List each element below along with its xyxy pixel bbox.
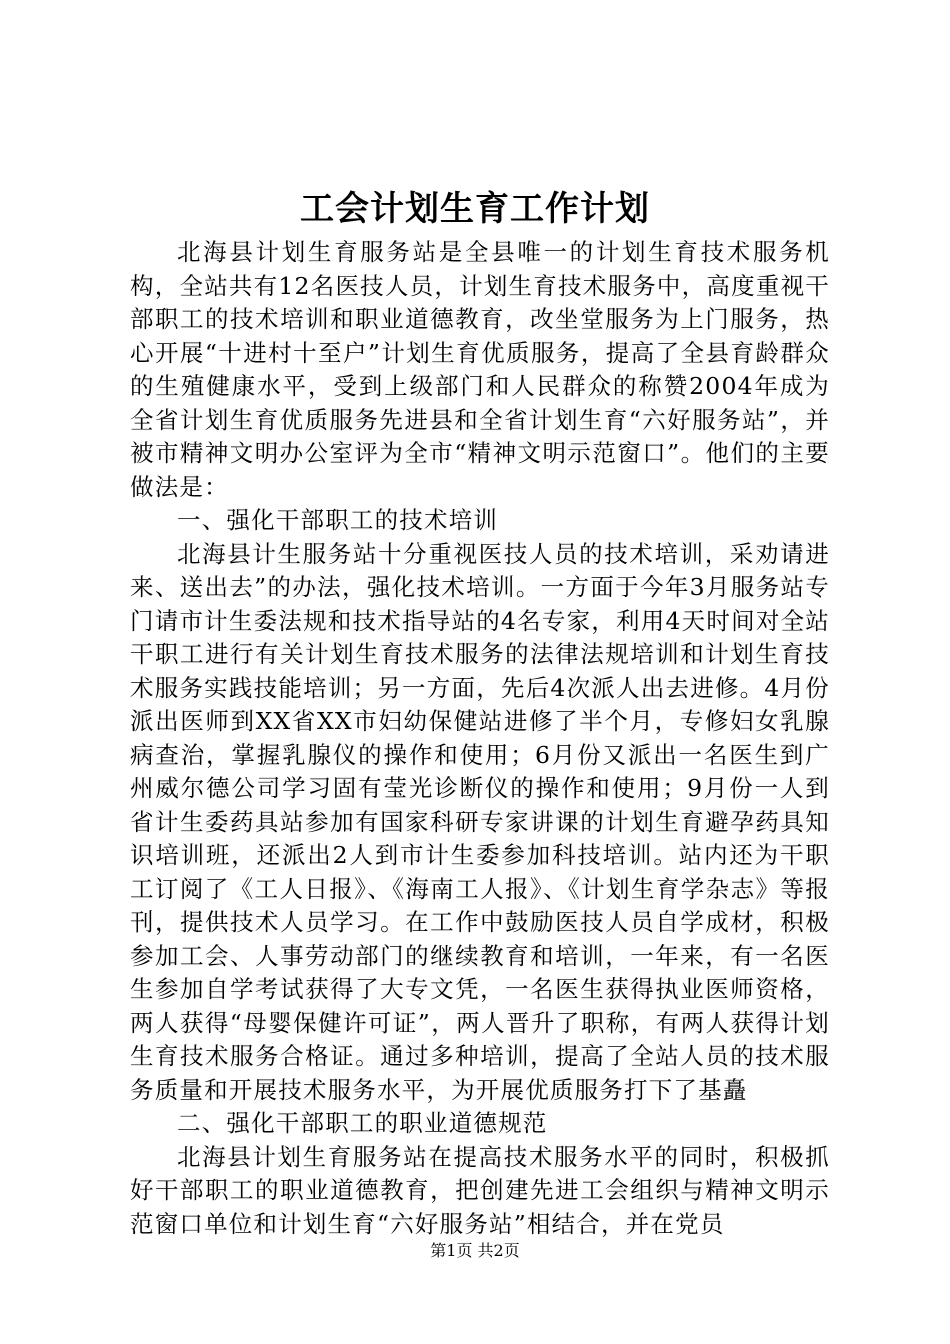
- page-footer: 第1页 共2页: [430, 1241, 520, 1260]
- section-heading-1: 一、强化干部职工的技术培训: [177, 506, 499, 534]
- document-body: [130, 236, 830, 1241]
- intro-paragraph: 北海县计划生育服务站是全县唯一的计划生育技术服务机构，全站共有12名医技人员，计划生育技术服务中，高度重视干部职工的技术培训和职业道德教育，改坐堂服务为上门服务，热心开展“十进村十至户”计划生育优质服务，提高了全县育龄群众的生殖健康水平，受到上级部门和人民群众的称赞2004年成为全省计划生育优质服务先进县和全省计划生育“六好服务站”，并被市精神文明办公室评为全市“精神文明示范窗口”。他们的主要做法是：: [130, 238, 830, 501]
- section-1-paragraph: 北海县计生服务站十分重视医技人员的技术培训，采劝请进来、送出去”的办法，强化技术培训。一方面于今年3月服务站专门请市计生委法规和技术指导站的4名专家，利用4天时间对全站干职工进行有关计划生育技术服务的法律法规培训和计划生育技术服务实践技能培训；另一方面，先后4次派人出去进修。4月份派出医师到XX省XX市妇幼保健站进修了半个月，专修妇女乳腺病查治，掌握乳腺仪的操作和使用；6月份又派出一名医生到广州威尔德公司学习固有莹光诊断仪的操作和使用；9月份一人到省计生委药具站参加有国家科研专家讲课的计划生育避孕药具知识培训班，还派出2人到市计生委参加科技培训。站内还为干职工订阅了《工人日报》、《海南工人报》、《计划生育学杂志》等报刊，提供技术人员学习。在工作中鼓励医技人员自学成材，积极参加工会、人事劳动部门的继续教育和培训，一年来，有一名医生参加自学考试获得了大专文凭，一名医生获得执业医师资格，两人获得“母婴保健许可证”，两人晋升了职称，有两人获得计划生育技术服务合格证。通过多种培训，提高了全站人员的技术服务质量和开展技术服务水平，为开展优质服务打下了基矗: [130, 539, 830, 1104]
- section-2-paragraph: 北海县计划生育服务站在提高技术服务水平的同时，积极抓好干部职工的职业道德教育，把创建先进工会组织与精神文明示范窗口单位和计划生育“六好服务站”相结合，并在党员: [130, 1142, 830, 1238]
- document-title: 工会计划生育工作计划: [300, 189, 650, 229]
- section-heading-2: 二、强化干部职工的职业道德规范: [177, 1109, 548, 1137]
